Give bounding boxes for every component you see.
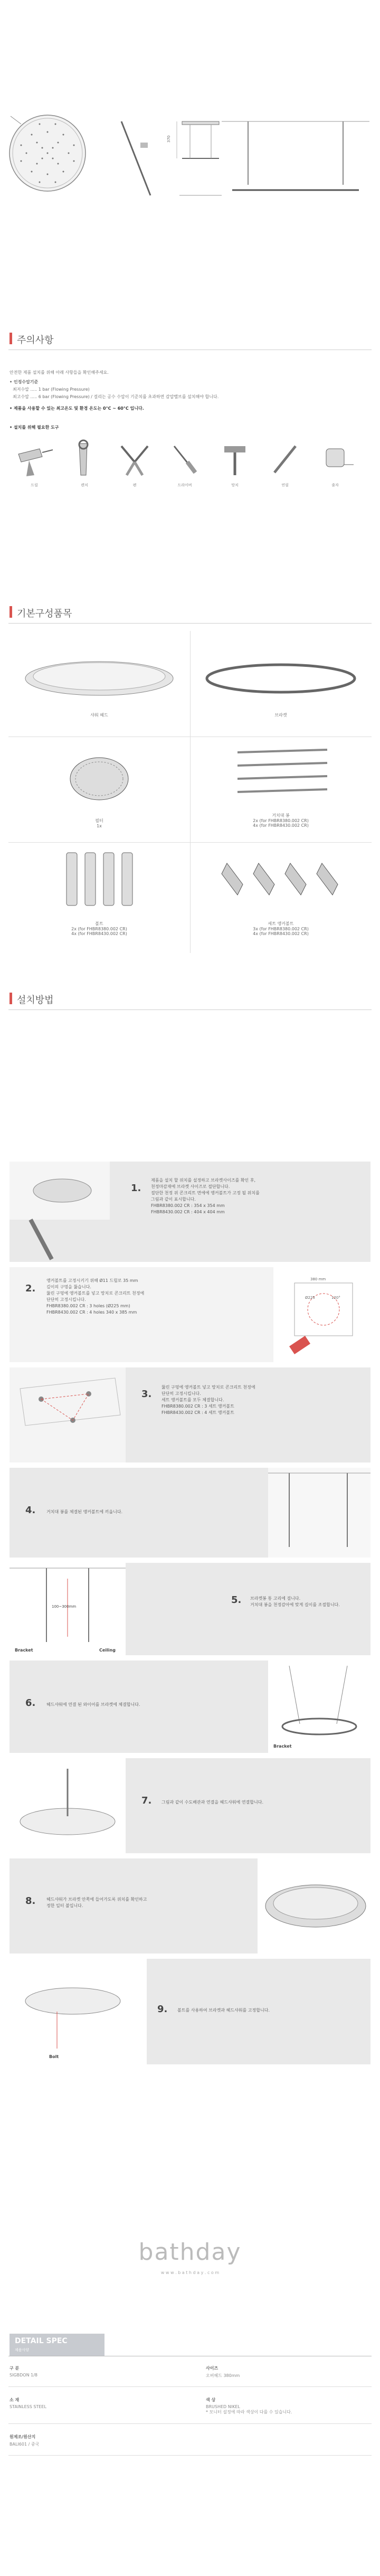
hero-illustration	[0, 100, 380, 216]
spec-label: 소 재	[10, 2398, 20, 2402]
shower-head-image	[8, 631, 190, 710]
caution-intro: 안전한 제품 설치를 위해 아래 사항들을 확인해주세요.	[10, 370, 109, 375]
step-5-text: 브라켓봉 통 고리에 걸니다. 거치대 봉을 천정감아에 맞게 길이를 조절합니다.	[250, 1596, 340, 1607]
step-1	[10, 1162, 370, 1262]
ceiling-label: Ceiling	[99, 1648, 116, 1653]
components-title-bar	[10, 606, 12, 618]
step-2	[10, 1267, 370, 1362]
pressure-title: • 인정수압기준	[10, 380, 39, 384]
spec-header	[10, 2334, 104, 2356]
component-anchor-bolts	[190, 842, 372, 953]
component-name: 브라켓	[274, 713, 287, 718]
step-1-number: 1.	[131, 1183, 141, 1194]
step-9-text: 볼트를 사용하여 브라켓과 헤드샤워를 고정합니다.	[177, 2008, 270, 2013]
step-3	[10, 1367, 370, 1462]
tool-pencil	[261, 438, 309, 488]
component-name: 샤워 헤드	[90, 713, 108, 718]
caution-title: 주의사항	[17, 335, 54, 346]
spec-label: 원제조/원산지	[10, 2435, 36, 2439]
step-4-illustration	[268, 1468, 370, 1558]
spec-value: SIGBDON 1/8	[10, 2373, 37, 2377]
step-1-illustration	[10, 1162, 110, 1262]
hammer-icon	[211, 438, 259, 480]
spec-label: 색 상	[206, 2398, 216, 2402]
step-2-number: 2.	[25, 1283, 36, 1294]
tool-label: 드라이버	[177, 483, 192, 487]
spec-value: BRUSHED NIKEL * 모니터 설정에 따라 색상이 다를 수 있습니다.	[206, 2404, 292, 2414]
step-5-diagram	[10, 1563, 126, 1655]
step-9-number: 9.	[157, 2004, 168, 2015]
component-filter	[8, 737, 190, 842]
step-2-diagram	[273, 1267, 370, 1362]
tool-pliers	[111, 438, 158, 488]
step-4	[10, 1468, 370, 1558]
component-name: 거치대 봉	[272, 813, 290, 818]
spec-header-sub: 제품사양	[15, 2348, 30, 2352]
range-label: 100~300mm	[52, 1605, 77, 1609]
step-2-text: 앵커볼트를 고정시키기 위해 Ø11 드릴로 35 mm 깊이의 구멍을 뚫습니다. 뚫린 구멍에 앵커볼트를 넣고 망치로 콘크리트 천정에 단단히 고정시킵니다. FHBR8380.002 CR : 3 holes (Ø225 mm) FHBR8430.002 CR : 4 holes 340 x 385 mm	[46, 1278, 145, 1315]
components-title: 기본구성품목	[17, 608, 72, 619]
tool-drill	[11, 438, 58, 488]
hero-dim-label: 370	[167, 135, 171, 143]
tool-hammer	[211, 438, 259, 488]
step-3-text: 뚫린 구멍에 앵커볼트 넣고 망치로 콘크리트 천정에 단단히 고정시킵니다. 세트 앵커볼트를 모두 체결합니다. FHBR8380.002 CR : 3 세트 앵커볼트 FHBR8430.002 CR : 4 세트 앵커볼트	[162, 1385, 255, 1415]
install-title-divider	[8, 1009, 372, 1010]
step-3-diagram	[10, 1367, 126, 1462]
spec-label: 구 분	[10, 2366, 20, 2371]
step-9	[10, 1959, 370, 2064]
pressure-max: 최고수압 ..... 6 bar (Flowing Pressure) / 걸리는 공수 수압이 기준치를 초과하면 감압밸브를 설치해야 합니다.	[13, 394, 219, 399]
spec-divider	[8, 2423, 372, 2424]
spec-value: STAINLESS STEEL	[10, 2404, 46, 2409]
spec-label: 사이즈	[206, 2366, 218, 2371]
component-bracket	[190, 631, 372, 737]
pencil-icon	[261, 438, 309, 480]
dim-120-label: 120°	[331, 1296, 340, 1300]
hero-svg	[0, 100, 380, 216]
tool-wrench	[61, 438, 108, 488]
step-8-text: 헤드샤워가 브라켓 안쪽에 들어가도록 위치를 확인하고 정한 일터 불입니다.	[46, 1897, 147, 1908]
component-bolts	[8, 842, 190, 953]
wrench-icon	[61, 438, 108, 480]
dim-380-label: 380 mm	[310, 1277, 326, 1281]
component-qty: 1x	[97, 824, 102, 828]
spec-divider-bottom	[8, 2455, 372, 2456]
tools-title: • 설치를 위해 필요한 도구	[10, 425, 59, 430]
step-6-illustration	[268, 1660, 370, 1753]
install-title-bar	[10, 993, 12, 1004]
step-7-illustration	[10, 1758, 126, 1853]
rods-image	[190, 737, 372, 810]
filter-image	[8, 737, 190, 816]
step-5	[10, 1563, 370, 1655]
component-name: 필터	[95, 818, 103, 823]
bolt-label: Bolt	[49, 2054, 59, 2059]
step-7-number: 7.	[141, 1795, 152, 1806]
component-name: 볼트	[95, 921, 103, 926]
step-7	[10, 1758, 370, 1853]
spec-header-title: DETAIL SPEC	[15, 2337, 68, 2345]
tools-row	[0, 438, 380, 502]
step-4-text: 거치대 봉를 체결된 앵커볼트에 끼웁니다.	[46, 1509, 123, 1514]
step-9-illustration	[10, 1959, 147, 2064]
step-4-number: 4.	[25, 1505, 36, 1516]
components-title-divider	[8, 623, 372, 624]
step-8	[10, 1858, 370, 1954]
install-section-title	[0, 987, 380, 1008]
pliers-icon	[111, 438, 158, 480]
caution-title-bar	[10, 333, 12, 344]
spec-divider	[8, 2386, 372, 2387]
bracket-label: Bracket	[15, 1648, 33, 1653]
caution-section-title	[0, 327, 380, 348]
components-grid	[8, 631, 372, 953]
screwdriver-icon	[161, 438, 208, 480]
tool-screwdriver	[161, 438, 208, 488]
spec-value: 오버헤드 380mm	[206, 2373, 240, 2378]
component-shower-head	[8, 631, 190, 737]
temp-note: • 제품을 사용할 수 있는 최고온도 및 환경 온도는 0°C ~ 60°C 입니다.	[10, 406, 144, 411]
components-section-title	[0, 601, 380, 622]
tool-tape-measure	[311, 438, 359, 488]
component-name: 세트 앵커볼트	[268, 921, 294, 926]
tool-label: 줄자	[331, 483, 339, 487]
drill-icon	[11, 438, 58, 480]
install-title: 설치방법	[17, 995, 54, 1006]
tool-label: 렌치	[81, 483, 88, 487]
tool-label: 망치	[231, 483, 239, 487]
bracket-image	[190, 631, 372, 710]
tool-label: 연필	[281, 483, 289, 487]
tape-measure-icon	[311, 438, 359, 480]
spec-value: BALI601 / 중국	[10, 2442, 40, 2447]
step-3-number: 3.	[141, 1389, 152, 1400]
component-rods	[190, 737, 372, 842]
step-5-number: 5.	[231, 1594, 242, 1606]
dim-225-label: Ø225	[305, 1296, 315, 1300]
step-7-text: 그림과 같이 수도배관과 연결을 헤드샤워에 연결합니다.	[162, 1800, 263, 1805]
step-6-number: 6.	[25, 1697, 36, 1709]
step-6-text: 헤드샤워에 연결 된 와이어를 브라켓에 체결합니다.	[46, 1702, 140, 1707]
pressure-min: 최저수압 ..... 1 bar (Flowing Pressure)	[13, 387, 90, 392]
tool-label: 펜	[132, 483, 137, 487]
step-8-number: 8.	[25, 1895, 36, 1907]
step-1-text: 제품을 설치 할 위치를 설정하고 브라켓사이즈를 확인 후, 천정마감재에 브라켓 사이즈로 절단합니다. 절단한 천정 위 콘크리트 면에에 앵커볼트가 고정 될 위치를 그림과 같이 표시합니다. FHBR8380.002 CR : 354 x 354 mm FHBR8430.002 CR : 404 x 404 mm	[151, 1178, 260, 1214]
brand-logo: bathday	[138, 2239, 242, 2266]
tool-label: 드릴	[31, 483, 38, 487]
component-qty: 3x (for FHBR8380.002 CR) 4x (for FHBR8430.002 CR)	[253, 927, 309, 936]
step-8-illustration	[258, 1858, 370, 1954]
bracket2-label: Bracket	[273, 1744, 292, 1749]
bolts-image	[8, 842, 190, 919]
step-6	[10, 1660, 370, 1753]
brand-url: w w w . b a t h d a y . c o m	[160, 2270, 220, 2275]
anchor-bolts-image	[190, 842, 372, 919]
component-qty: 2x (for FHBR8380.002 CR) 4x (for FHBR8430.002 CR)	[253, 818, 309, 828]
component-qty: 2x (for FHBR8380.002 CR) 4x (for FHBR8430.002 CR)	[71, 927, 127, 936]
